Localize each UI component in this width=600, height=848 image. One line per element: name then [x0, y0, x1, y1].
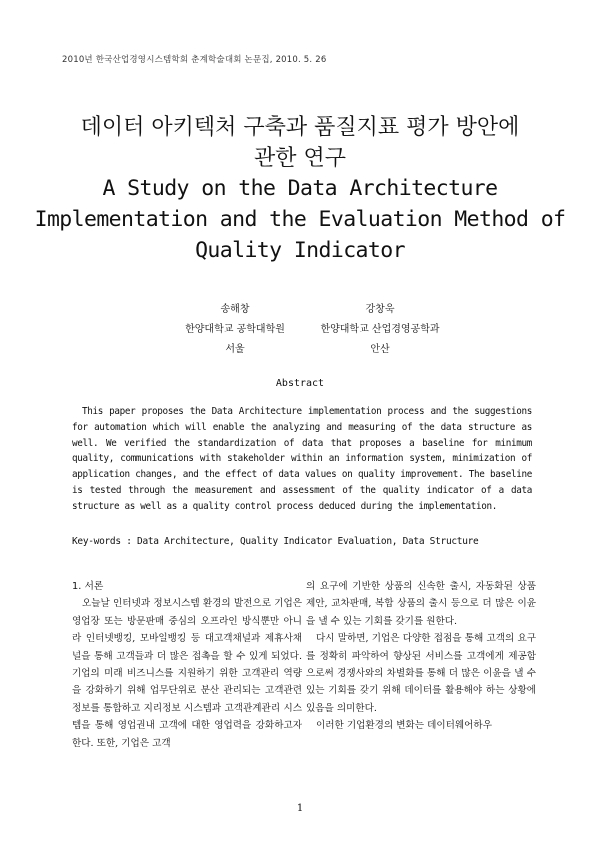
abstract-heading: Abstract: [275, 378, 325, 389]
author-2-affiliation: 한양대학교 산업경영공학과: [320, 324, 440, 335]
left-column: [72, 578, 302, 752]
right-paragraph-3: 이러한 기업환경의 변화는 데이터웨어하우: [316, 720, 492, 732]
english-title-line-1: A Study on the Data Architecture: [102, 176, 498, 201]
author-2-name: 강창욱: [365, 304, 395, 315]
right-paragraph-1: 의 요구에 기반한 상품의 신속한 출시, 자동화된 상품 제안, 교차판매, 복합 상품의 출시 등으로 더 많은 이윤을 낼 수 있는 기회를 갖기를 원한다.: [306, 581, 536, 627]
korean-title: [0, 112, 600, 174]
left-paragraph-1: 오늘날 인터넷과 정보시스템 환경의 발전으로 기업은 영업장 또는 방문판매 중심의 오프라인 방식뿐만 아니라 인터넷뱅킹, 모바일뱅킹 등 대고객채널과 제휴사채널을 통해 고객들과 더 많은 접촉을 할 수 있게 되었다. 기업의 미래 비즈니스를 지원하기 위한 고객관리 역량을 강화하기 위해 업무단위로 분산 관리되는 고객관련 정보를 통합하고 지리정보 시스템과 고객관계관리 시스템을 통해 영업권내 고객에 대한 영업력을 강화하고자 한다. 또한, 기업은 고객: [72, 598, 302, 749]
author-1-location: 서울: [225, 344, 245, 355]
author-2: [290, 300, 470, 360]
author-1-affiliation: 한양대학교 공학대학원: [185, 324, 285, 335]
section-1-heading: 1. 서론: [72, 581, 104, 592]
english-title: [0, 173, 600, 266]
keywords: Key-words : Data Architecture, Quality Indicator Evaluation, Data Structure: [72, 536, 479, 547]
english-title-line-3: Quality Indicator: [195, 238, 405, 263]
korean-title-line-2: 관한 연구: [253, 146, 346, 171]
running-header: 2010년 한국산업경영시스템학회 춘계학술대회 논문집, 2010. 5. 26: [62, 55, 327, 65]
abstract-text: This paper proposes the Data Architecture implementation process and the suggestions for automation which will enable the analyzing and measuring of the data structure as well. We verified the standardization of data that proposes a baseline for minimum quality, communications with stakeholder within an information system, minimization of application changes, and the effect of data values on quality improvement. The baseline is tested through the measurement and assessment of the quality indicator of a data structure as well as a quality control process deduced during the implementation.: [72, 406, 532, 512]
korean-title-line-1: 데이터 아키텍처 구축과 품질지표 평가 방안에: [80, 115, 520, 140]
right-paragraph-2: 다시 말하면, 기업은 다양한 접점을 통해 고객의 요구를 정확히 파악하여 향상된 서비스를 고객에게 제공함으로써 경쟁사와의 차별화를 통해 더 많은 이윤을 낼 수 있는 기회를 갖기 위해 데이터를 활용해야 하는 상황에 있음을 의미한다.: [306, 633, 536, 714]
author-1-name: 송해창: [220, 304, 250, 315]
page-number: 1: [296, 803, 304, 814]
english-title-line-2: Implementation and the Evaluation Method of: [34, 207, 566, 232]
right-column: [306, 578, 536, 735]
author-2-location: 안산: [370, 344, 390, 355]
